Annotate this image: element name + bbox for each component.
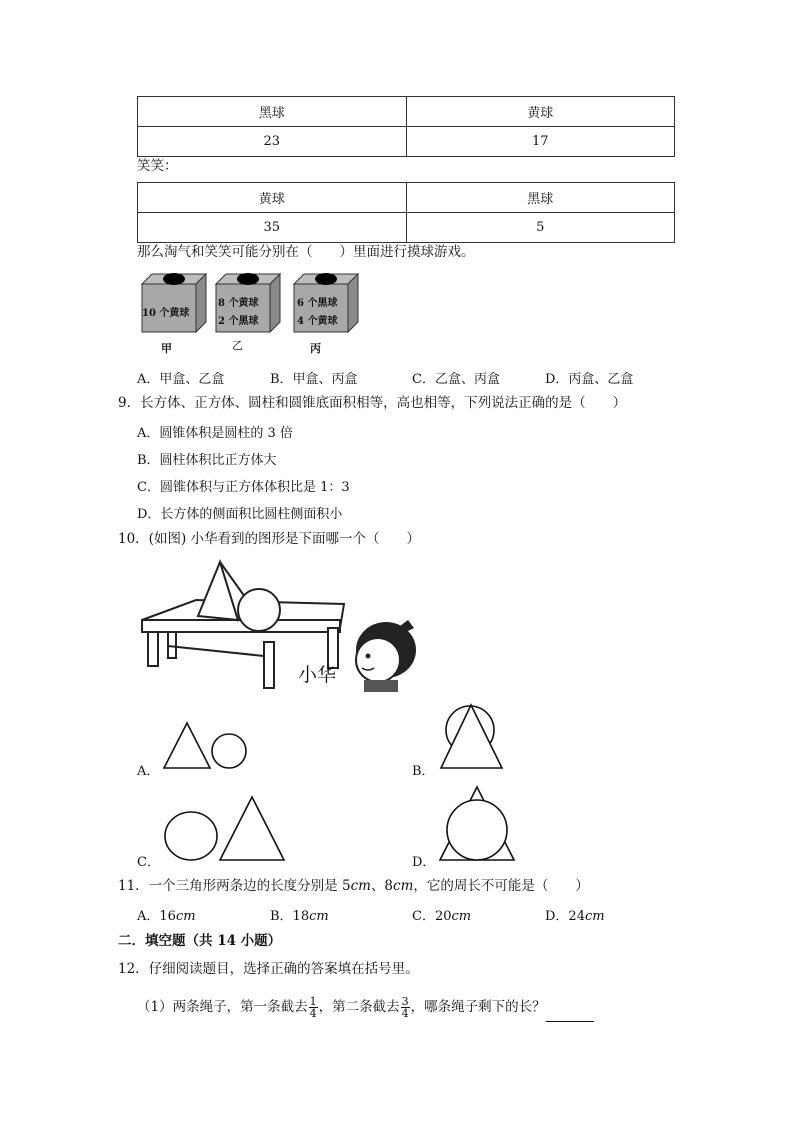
box-bing-text-2: 4 个黄球: [297, 316, 338, 327]
q12-part1-text-a: （1）两条绳子，第一条截去: [137, 999, 308, 1015]
q9-option-d[interactable]: D．长方体的侧面积比圆柱侧面积小: [137, 507, 343, 522]
ball-count-table-xiaoxiao: [137, 182, 675, 243]
q10-option-a-figure[interactable]: [160, 720, 250, 772]
box-bing-caption: 丙: [310, 342, 321, 355]
unit-cm: cm: [350, 878, 371, 894]
table-scene-illustration: [138, 556, 428, 696]
q10-option-c-figure[interactable]: [160, 794, 290, 864]
table-cell: 5: [406, 213, 675, 243]
q10-option-b-figure[interactable]: [436, 702, 508, 772]
q11-option-c[interactable]: C．20cm: [412, 909, 472, 924]
q11-option-d[interactable]: D．24cm: [545, 909, 605, 924]
table-header: 黄球: [138, 183, 407, 213]
table-cell: 17: [406, 127, 675, 157]
table-cell: 35: [138, 213, 407, 243]
child-avatar-icon: [356, 620, 416, 692]
unit-cm: cm: [393, 878, 414, 894]
fraction-three-quarters: $\frac{3}{4}$: [401, 995, 409, 1020]
q12-part1-text-b: ，第二条截去: [318, 999, 400, 1015]
q12-part1: [137, 992, 594, 1022]
q10-option-c-letter[interactable]: C．: [137, 855, 160, 870]
q10-option-d-letter[interactable]: D．: [412, 855, 436, 870]
box-yi-text-2: 2 个黑球: [218, 316, 259, 327]
q9-option-b[interactable]: B．圆柱体积比正方体大: [137, 453, 277, 468]
q8-option-b[interactable]: B．甲盒、丙盒: [270, 372, 358, 387]
q9-option-a[interactable]: A．圆锥体积是圆柱的 3 倍: [137, 426, 293, 441]
q11-stem-mid: 、8: [370, 878, 394, 894]
ball-count-table-taoqi: [137, 96, 675, 157]
q8-option-c[interactable]: C．乙盒、丙盒: [412, 372, 500, 387]
table-header: 黑球: [138, 97, 407, 127]
fraction-one-quarter: $\frac{1}{4}$: [309, 995, 317, 1020]
box-jia-text-1: 10 个黄球: [142, 308, 190, 319]
box-yi-text-1: 8 个黄球: [218, 298, 259, 309]
q11-option-a[interactable]: A．16cm: [137, 909, 196, 924]
sphere-icon: [238, 589, 280, 631]
q10-stem: 10．(如图) 小华看到的图形是下面哪一个（ ）: [118, 531, 421, 547]
q8-question-tail: 那么淘气和笑笑可能分别在（ ）里面进行摸球游戏。: [137, 244, 475, 260]
q12-stem: 12．仔细阅读题目，选择正确的答案填在括号里。: [118, 961, 419, 977]
table-row: [138, 127, 675, 157]
q10-option-d-figure[interactable]: [436, 784, 518, 864]
table-header: 黑球: [406, 183, 675, 213]
table-row: [138, 97, 675, 127]
q10-option-b-letter[interactable]: B．: [412, 764, 435, 779]
q9-stem: 9．长方体、正方体、圆柱和圆锥底面积相等，高也相等，下列说法正确的是（ ）: [118, 395, 627, 411]
table-row: [138, 213, 675, 243]
q11-stem-suffix: ，它的周长不可能是（ ）: [413, 878, 589, 894]
q11-stem: [118, 877, 589, 895]
table-row: [138, 183, 675, 213]
q8-option-d[interactable]: D．丙盒、乙盒: [545, 372, 634, 387]
box-bing-text-1: 6 个黑球: [297, 298, 338, 309]
box-yi-caption: 乙: [232, 339, 243, 352]
q11-stem-prefix: 11．一个三角形两条边的长度分别是 5: [118, 878, 351, 894]
xiaoxiao-label: 笑笑：: [137, 158, 178, 174]
answer-blank[interactable]: [546, 1007, 594, 1022]
xiaohua-label: 小华: [298, 664, 337, 686]
section-title-fill-in: 二．填空题（共 14 小题）: [118, 933, 282, 949]
q12-part1-text-c: ，哪条绳子剩下的长？: [410, 999, 546, 1015]
box-jia-icon: [142, 273, 206, 332]
table-header: 黄球: [406, 97, 675, 127]
q8-option-a[interactable]: A．甲盒、乙盒: [137, 372, 225, 387]
q10-option-a-letter[interactable]: A．: [137, 764, 160, 779]
box-jia-caption: 甲: [161, 342, 172, 355]
q11-option-b[interactable]: B．18cm: [270, 909, 329, 924]
q9-option-c[interactable]: C．圆锥体积与正方体体积比是 1：3: [137, 480, 350, 495]
table-cell: 23: [138, 127, 407, 157]
